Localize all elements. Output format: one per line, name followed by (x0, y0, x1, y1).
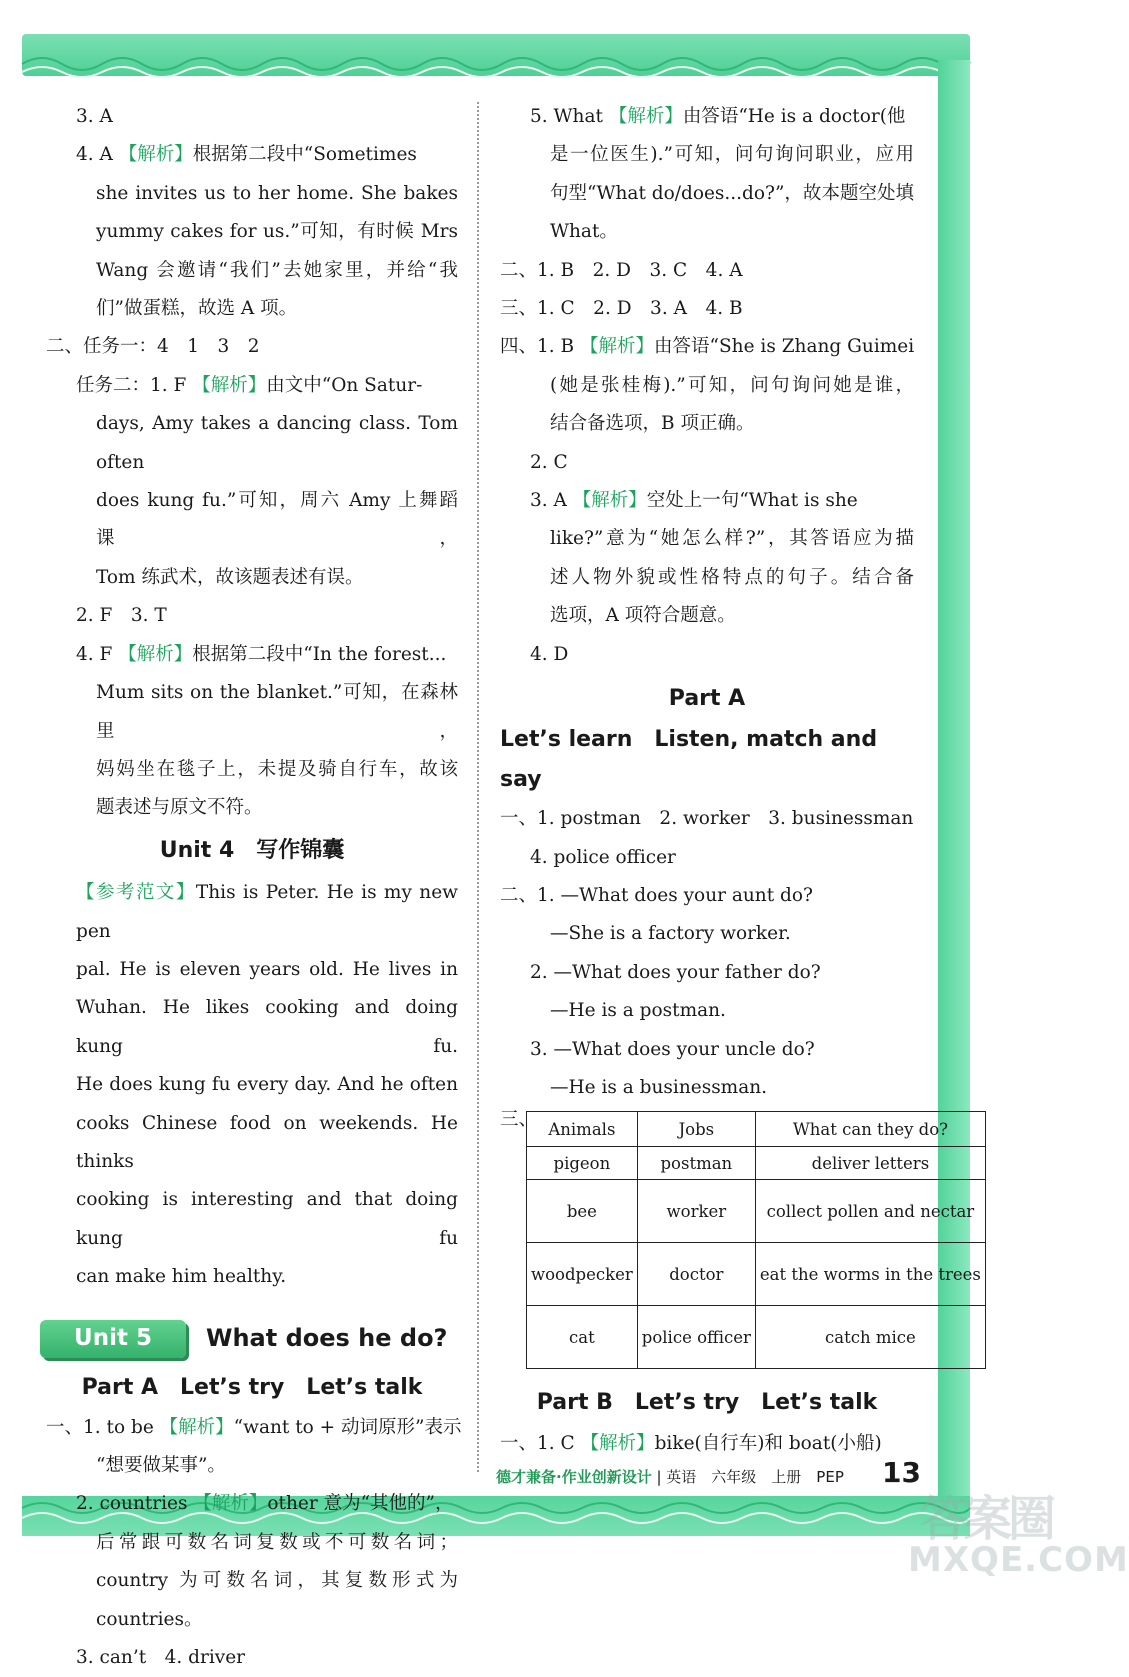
animal-jobs-table (526, 1111, 986, 1369)
sample-essay-line: cooks Chinese food on weekends. He thinks (76, 1112, 458, 1172)
table-cell: woodpecker (527, 1243, 638, 1306)
table-cell: deliver letters (755, 1147, 985, 1180)
answer-line: 4. F 【解析】根据第二段中“In the forest... (76, 643, 447, 665)
answer-line: 们”做蛋糕，故选 A 项。 (96, 298, 298, 320)
answer-line: 一、1. C 【解析】bike(自行车)和 boat(小船) (500, 1433, 882, 1455)
table-row (527, 1180, 986, 1243)
table-header: Jobs (637, 1112, 755, 1147)
answer-line: 2. countries 【解析】other 意为“其他的”， (76, 1493, 454, 1515)
table-header-row (527, 1112, 986, 1147)
table-cell: pigeon (527, 1147, 638, 1180)
answer-line: 妈妈坐在毯子上，未提及骑自行车，故该 (96, 758, 458, 780)
answer-line: 4. police officer (530, 846, 676, 868)
watermark-site: MXQE.COM (908, 1540, 1129, 1580)
footer-info: | 英语 六年级 上册 PEP (656, 1468, 844, 1486)
analysis-tag: 【解析】 (608, 106, 683, 127)
analysis-tag: 【解析】 (580, 1433, 655, 1455)
column-divider (477, 102, 479, 1472)
table-cell: bee (527, 1180, 638, 1243)
answer-line: 4. D (530, 643, 569, 665)
answer-line: 3. A 【解析】空处上一句“What is she (530, 490, 858, 512)
answer-line: 4. A 【解析】根据第二段中“Sometimes (76, 144, 417, 166)
answer-line: Wang 会邀请“我们”去她家里，并给“我 (96, 259, 458, 281)
answer-line: 句型“What do/does...do?”，故本题空处填 (550, 182, 914, 204)
analysis-tag: 【解析】 (580, 336, 655, 358)
right-column (500, 98, 981, 1464)
answer-line: Tom 练武术，故该题表述有误。 (96, 566, 364, 588)
answer-line: 选项，A 项符合题意。 (550, 605, 736, 627)
left-column (46, 98, 462, 1677)
unit4-heading: Unit 4 写作锦囊 (159, 837, 345, 863)
analysis-tag: 【解析】 (159, 1416, 234, 1438)
answer-line: —He is a businessman. (550, 1076, 768, 1098)
answer-line: 二、任务一：4 1 3 2 (46, 336, 260, 358)
answer-line: yummy cakes for us.”可知，有时候 Mrs (96, 221, 458, 243)
answer-line: —She is a factory worker. (550, 923, 791, 945)
top-decorative-border (22, 34, 970, 76)
unit5-title: What does he do? (206, 1324, 448, 1353)
table-cell: cat (527, 1306, 638, 1369)
answer-line: days, Amy takes a dancing class. Tom often (96, 413, 458, 473)
answer-line: “想要做某事”。 (96, 1455, 226, 1476)
sample-essay-line: He does kung fu every day. And he often (76, 1074, 458, 1096)
footer (496, 1466, 844, 1487)
table-cell: doctor (637, 1243, 755, 1306)
answer-line: she invites us to her home. She bakes (96, 182, 458, 204)
answer-line: 三、 (500, 1109, 538, 1131)
sample-essay-line: can make him healthy. (76, 1266, 287, 1288)
sample-essay-line: cooking is interesting and that doing kung fu (76, 1189, 458, 1249)
answer-line: 2. F 3. T (76, 605, 167, 627)
answer-line: 2. C (530, 451, 568, 473)
part-a-heading: Part A Let’s try Let’s talk (81, 1374, 423, 1400)
sample-tag: 【参考范文】 (76, 882, 196, 904)
answer-line: —He is a postman. (550, 1000, 726, 1022)
table-cell: police officer (637, 1306, 755, 1369)
table-cell: collect pollen and nectar (755, 1180, 985, 1243)
watermark-logo: 答案圈 (920, 1491, 1053, 1547)
answer-line: 一、1. to be 【解析】“want to + 动词原形”表示 (46, 1416, 462, 1438)
analysis-tag: 【解析】 (193, 1493, 268, 1515)
sample-essay-line: 【参考范文】This is Peter. He is my new pen (76, 882, 458, 942)
table-header: What can they do? (755, 1112, 985, 1147)
answer-line: like?”意为“她怎么样?”，其答语应为描 (550, 528, 914, 550)
answer-line: 述人物外貌或性格特点的句子。结合备 (550, 566, 914, 588)
answer-line: 三、1. C 2. D 3. A 4. B (500, 298, 743, 320)
table-row (527, 1306, 986, 1369)
answer-line: 3. can’t 4. driver (76, 1647, 246, 1669)
analysis-tag: 【解析】 (118, 643, 193, 665)
answer-line: 结合备选项，B 项正确。 (550, 413, 755, 435)
watermark (900, 1470, 1129, 1595)
answer-line: 是一位医生).”可知，问句询问职业，应用 (550, 144, 914, 166)
answer-line: 3. A (76, 106, 113, 127)
answer-line: 3. —What does your uncle do? (530, 1038, 815, 1060)
answer-line: country 为可数名词，其复数形式为 (96, 1570, 458, 1592)
table-cell: catch mice (755, 1306, 985, 1369)
table-header: Animals (527, 1112, 638, 1147)
answer-line: Mum sits on the blanket.”可知，在森林里， (96, 682, 458, 742)
answer-line: What。 (550, 221, 618, 243)
answer-line: 四、1. B 【解析】由答语“She is Zhang Guimei (500, 336, 915, 358)
answer-line: 二、1. B 2. D 3. C 4. A (500, 259, 743, 281)
analysis-tag: 【解析】 (192, 374, 267, 396)
answer-line: 题表述与原文不符。 (96, 797, 263, 819)
part-b-heading: Part B Let’s try Let’s talk (536, 1390, 878, 1416)
answer-line: 2. —What does your father do? (530, 961, 821, 983)
sample-essay-line: pal. He is eleven years old. He lives in (76, 958, 458, 980)
answer-line: 任务二：1. F 【解析】由文中“On Satur- (76, 374, 423, 396)
answer-line: does kung fu.”可知，周六 Amy 上舞蹈课， (96, 490, 458, 550)
answer-line: (她是张桂梅).”可知，问句询问她是谁， (550, 374, 914, 396)
analysis-tag: 【解析】 (118, 144, 193, 166)
sample-essay-line: Wuhan. He likes cooking and doing kung fu. (76, 997, 458, 1057)
page-number: 13 (882, 1456, 921, 1489)
answer-line: 二、1. —What does your aunt do? (500, 884, 813, 906)
lets-learn-heading: Let’s learn Listen, match and say (500, 727, 878, 793)
unit5-header (46, 1311, 458, 1367)
part-a-heading: Part A (668, 686, 746, 712)
answer-line: countries。 (96, 1608, 203, 1630)
footer-brand: 德才兼备·作业创新设计 (496, 1468, 652, 1486)
table-row (527, 1243, 986, 1306)
table-row (527, 1147, 986, 1180)
answer-line: 后常跟可数名词复数或不可数名词； (96, 1531, 458, 1553)
unit5-badge: Unit 5 (40, 1320, 186, 1358)
table-cell: postman (637, 1147, 755, 1180)
table-cell: worker (637, 1180, 755, 1243)
answer-line: 5. What 【解析】由答语“He is a doctor(他 (530, 106, 906, 127)
answer-line: 一、1. postman 2. worker 3. businessman (500, 808, 914, 830)
table-cell: eat the worms in the trees (755, 1243, 985, 1306)
analysis-tag: 【解析】 (572, 490, 647, 512)
table-section (500, 1109, 981, 1381)
